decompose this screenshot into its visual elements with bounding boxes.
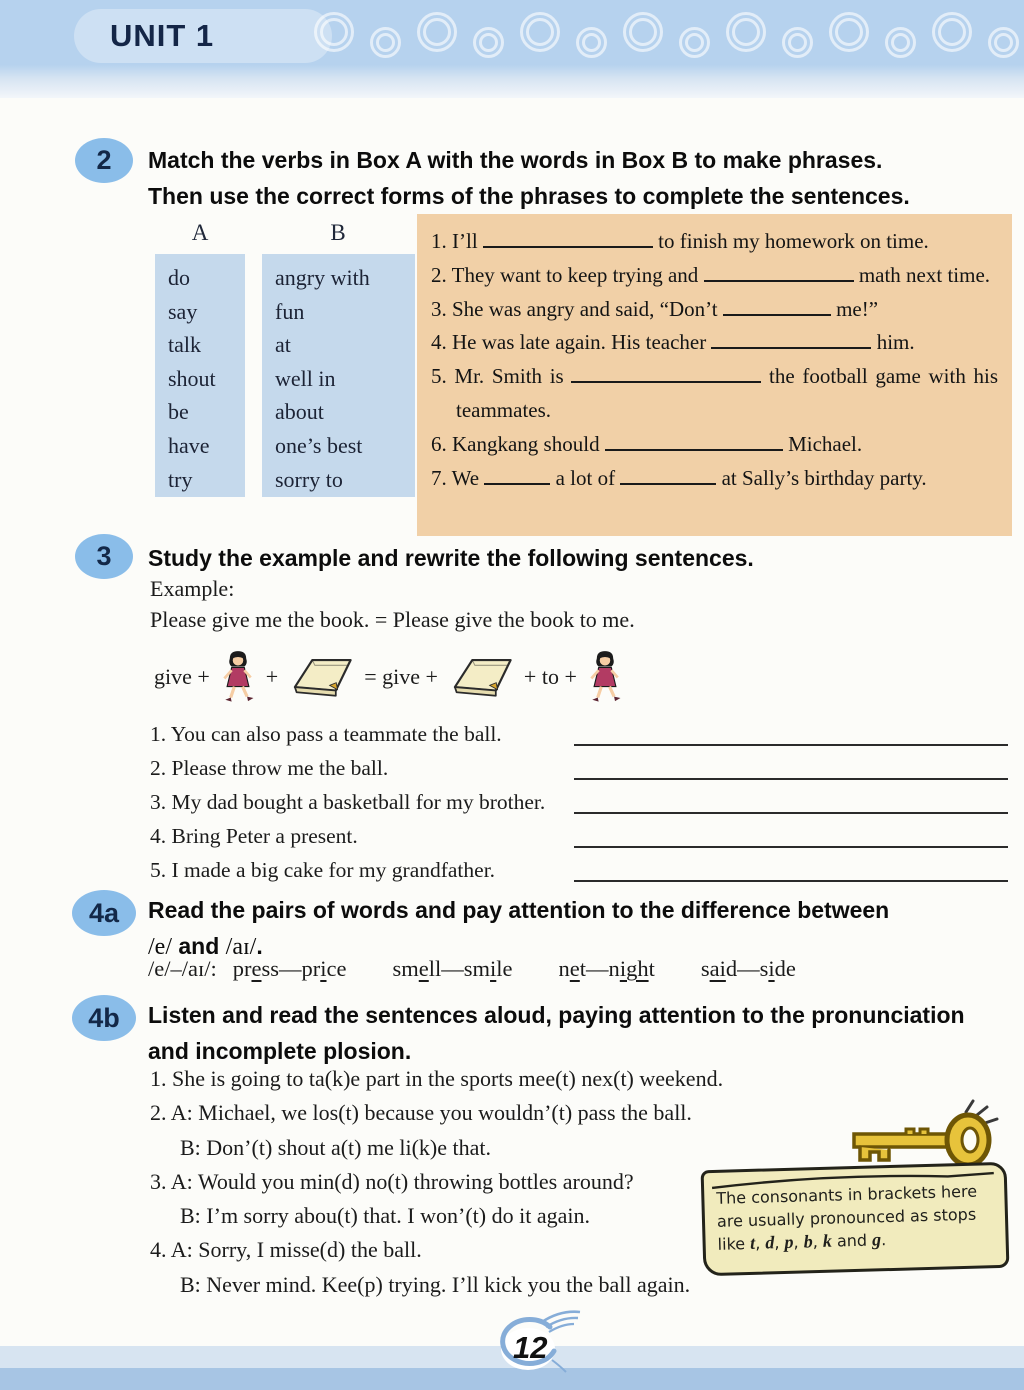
example-text: Please give me the book. = Please give the book to me. (150, 607, 635, 632)
page-header (0, 0, 1024, 98)
answer-line[interactable] (574, 744, 1008, 746)
box-word: about (275, 399, 324, 425)
rewrite-item (150, 819, 1008, 853)
text-segment: 3. She was angry and said, “Don’t (431, 296, 723, 321)
listen-line: B: I’m sorry abou(t) that. I won’(t) do it again. (180, 1203, 590, 1229)
ring-decoration-icon (417, 12, 457, 52)
text-segment: 5. Mr. Smith is (431, 364, 572, 389)
phonetic-symbol: /e/ (148, 934, 172, 960)
fill-blank-sentences (431, 225, 998, 495)
fill-blank-sentence (431, 428, 998, 462)
text-segment: 4. He was late again. His teacher (431, 330, 712, 355)
word-pair (559, 956, 655, 982)
text-segment: sm (392, 956, 419, 981)
text-segment: ss—pr (261, 956, 321, 981)
box-a-word-list (155, 254, 245, 497)
box-word: do (168, 265, 190, 290)
ring-decoration-icon (726, 12, 766, 52)
title-line: and incomplete plosion. (148, 1038, 412, 1064)
word-pair (233, 956, 347, 982)
text-segment: n (558, 956, 570, 981)
ring-decoration-icon (782, 27, 813, 58)
ring-decoration-icon (885, 27, 916, 58)
text-segment: him. (871, 330, 915, 355)
section-4a-title (148, 892, 1014, 965)
section-2-badge: 2 (75, 138, 133, 183)
ring-decoration-icon (679, 27, 710, 58)
text-segment: ll—sm (428, 956, 491, 981)
underlined-letter: e (251, 956, 262, 981)
underlined-letter: e (569, 956, 580, 981)
page-number (486, 1310, 586, 1382)
book-icon (286, 654, 356, 701)
equation-token: = give + (364, 664, 438, 689)
box-word: say (168, 298, 198, 324)
text-segment: me!” (830, 296, 879, 321)
text-segment: 1. I’ll (431, 229, 483, 253)
text-segment: . (880, 1230, 887, 1250)
rewrite-items (150, 717, 1008, 887)
rewrite-item (150, 785, 1008, 819)
fill-blank-sentence (431, 293, 998, 327)
underlined-letter: i (320, 956, 327, 981)
listen-line: 3. A: Would you min(d) no(t) throwing bottles around? (150, 1168, 634, 1194)
blank-line[interactable] (620, 466, 716, 485)
text-segment: 7. We (431, 465, 485, 490)
listen-line: 1. She is going to ta(k)e part in the sports mee(t) nex(t) weekend. (150, 1066, 724, 1091)
box-word: at (275, 332, 291, 358)
ring-decoration-icon (314, 12, 354, 52)
text-segment: , (754, 1233, 766, 1253)
italic-letter: k (822, 1230, 833, 1251)
blank-line[interactable] (484, 466, 550, 485)
text-segment: the football game with his teammates. (456, 364, 998, 422)
box-word: talk (168, 332, 201, 358)
blank-line[interactable] (605, 432, 783, 451)
word-pair (393, 956, 513, 982)
blank-line[interactable] (704, 263, 854, 282)
title-line: Then use the correct forms of the phrases to complete the sentences. (148, 183, 910, 209)
unit-label-text: UNIT 1 (110, 18, 215, 53)
example-label: Example: (150, 576, 235, 601)
text-segment: t (648, 956, 655, 981)
unit-label (74, 9, 332, 63)
section-4a-badge: 4a (72, 890, 136, 936)
equation-token: + to + (523, 664, 577, 689)
word-pair (701, 956, 796, 982)
ring-decoration-icon (988, 27, 1019, 58)
blank-line[interactable] (711, 331, 871, 350)
text-segment: math next time. (853, 262, 991, 287)
equation-token: give + (154, 664, 210, 689)
text-segment: le (496, 956, 513, 981)
key-note (701, 1162, 1010, 1277)
listen-line: B: Never mind. Kee(p) trying. I’ll kick you the ball again. (180, 1271, 691, 1297)
text-segment: s (700, 956, 710, 981)
text-segment: 2. They want to keep trying and (431, 262, 704, 287)
box-word: sorry to (275, 466, 343, 492)
phonetic-symbol: /aɪ/ (225, 934, 257, 960)
listen-line: 2. A: Michael, we los(t) because you wouldn’(t) pass the ball. (150, 1100, 692, 1126)
underlined-letter: igh (619, 956, 649, 981)
header-ring-decorations (314, 0, 1024, 72)
text-segment: a lot of (550, 465, 621, 490)
text-segment: and (172, 933, 226, 959)
word-pairs (233, 956, 796, 982)
rewrite-item-text: 4. Bring Peter a present. (150, 824, 358, 848)
blank-line[interactable] (483, 229, 653, 248)
fill-blank-sentence (431, 326, 998, 360)
text-segment: , (774, 1232, 785, 1253)
text-segment: and (831, 1230, 873, 1251)
text-segment: , (793, 1232, 804, 1252)
italic-letter: p (784, 1231, 794, 1252)
blank-line[interactable] (571, 364, 761, 383)
ring-decoration-icon (829, 12, 869, 52)
ring-decoration-icon (520, 12, 560, 52)
word-pairs-line (148, 956, 796, 982)
box-word: angry with (275, 265, 370, 290)
text-segment: . (256, 933, 263, 959)
blank-line[interactable] (723, 297, 831, 316)
text-segment: de (774, 956, 796, 981)
book-icon (446, 654, 516, 701)
rewrite-item-text: 5. I made a big cake for my grandfather. (150, 858, 496, 882)
italic-letter: t (749, 1232, 756, 1253)
listen-line: B: Don’(t) shout a(t) me li(k)e that. (180, 1134, 491, 1160)
fill-blank-sentence (431, 360, 998, 428)
fill-blank-sentence (431, 462, 998, 496)
text-segment: t—n (579, 956, 620, 981)
section-2-title (148, 142, 1014, 214)
text-segment: to finish my homework on time. (652, 229, 929, 253)
box-word: be (168, 399, 189, 425)
girl-icon (585, 649, 625, 706)
section-4b-title (148, 997, 1014, 1069)
girl-icon (218, 649, 258, 706)
text-segment: Michael. (782, 431, 863, 456)
note-text (716, 1179, 996, 1256)
text-segment: pr (232, 956, 252, 981)
box-word: fun (275, 298, 305, 324)
page-number-text: 12 (513, 1330, 548, 1365)
box-word: try (168, 466, 193, 492)
answer-line[interactable] (574, 846, 1008, 848)
underlined-letter: i (768, 956, 775, 981)
box-a-header: A (191, 220, 209, 245)
box-word: have (168, 432, 210, 458)
box-word: shout (168, 365, 216, 391)
box-word: one’s best (275, 432, 363, 458)
text-segment: at Sally’s birthday party. (716, 465, 927, 490)
ring-decoration-icon (623, 12, 663, 52)
rewrite-item (150, 853, 1008, 887)
underlined-letter: ai (709, 956, 726, 981)
answer-line[interactable] (574, 778, 1008, 780)
rewrite-item-text: 1. You can also pass a teammate the ball. (150, 722, 502, 746)
answer-line[interactable] (574, 880, 1008, 882)
text-segment: 6. Kangkang should (431, 431, 605, 456)
fill-blank-sentence (431, 259, 998, 293)
section-3-badge: 3 (75, 534, 133, 579)
box-word: well in (275, 365, 336, 391)
answer-line[interactable] (574, 812, 1008, 814)
ring-decoration-icon (576, 27, 607, 58)
fill-blank-sentence (431, 225, 998, 259)
section-4b-badge: 4b (72, 995, 136, 1041)
listen-line: 4. A: Sorry, I misse(d) the ball. (150, 1237, 422, 1263)
phonetic-prefix: /e/–/aɪ/: (148, 956, 217, 981)
fill-blank-panel (417, 214, 1012, 536)
text-segment: Read the pairs of words and pay attention to the difference between (148, 897, 890, 923)
text-segment: ce (326, 956, 347, 981)
rewrite-item (150, 751, 1008, 785)
rewrite-item-text: 2. Please throw me the ball. (150, 756, 389, 780)
box-b-header: B (330, 220, 346, 245)
italic-letter: d (765, 1232, 775, 1253)
ring-decoration-icon (473, 27, 504, 58)
title-line: Listen and read the sentences aloud, paying attention to the pronunciation (148, 1002, 965, 1028)
box-b-word-list (262, 254, 415, 497)
rewrite-item-text: 3. My dad bought a basketball for my brother. (150, 790, 546, 814)
text-segment: d—s (725, 956, 769, 981)
equation-token: + (265, 664, 279, 689)
ring-decoration-icon (932, 12, 972, 52)
text-segment: The consonants in brackets here are usually pronounced as stops like (716, 1181, 978, 1254)
italic-letter: g (871, 1229, 882, 1250)
example-equation (150, 634, 629, 720)
underlined-letter: i (490, 956, 497, 981)
title-line: Match the verbs in Box A with the words in Box B to make phrases. (148, 147, 883, 173)
italic-letter: b (803, 1231, 813, 1252)
rewrite-item (150, 717, 1008, 751)
text-segment: , (812, 1231, 824, 1252)
underlined-letter: e (418, 956, 429, 981)
ring-decoration-icon (370, 27, 401, 58)
section-3-title: Study the example and rewrite the following sentences. (148, 545, 754, 571)
title-line (148, 892, 1014, 928)
